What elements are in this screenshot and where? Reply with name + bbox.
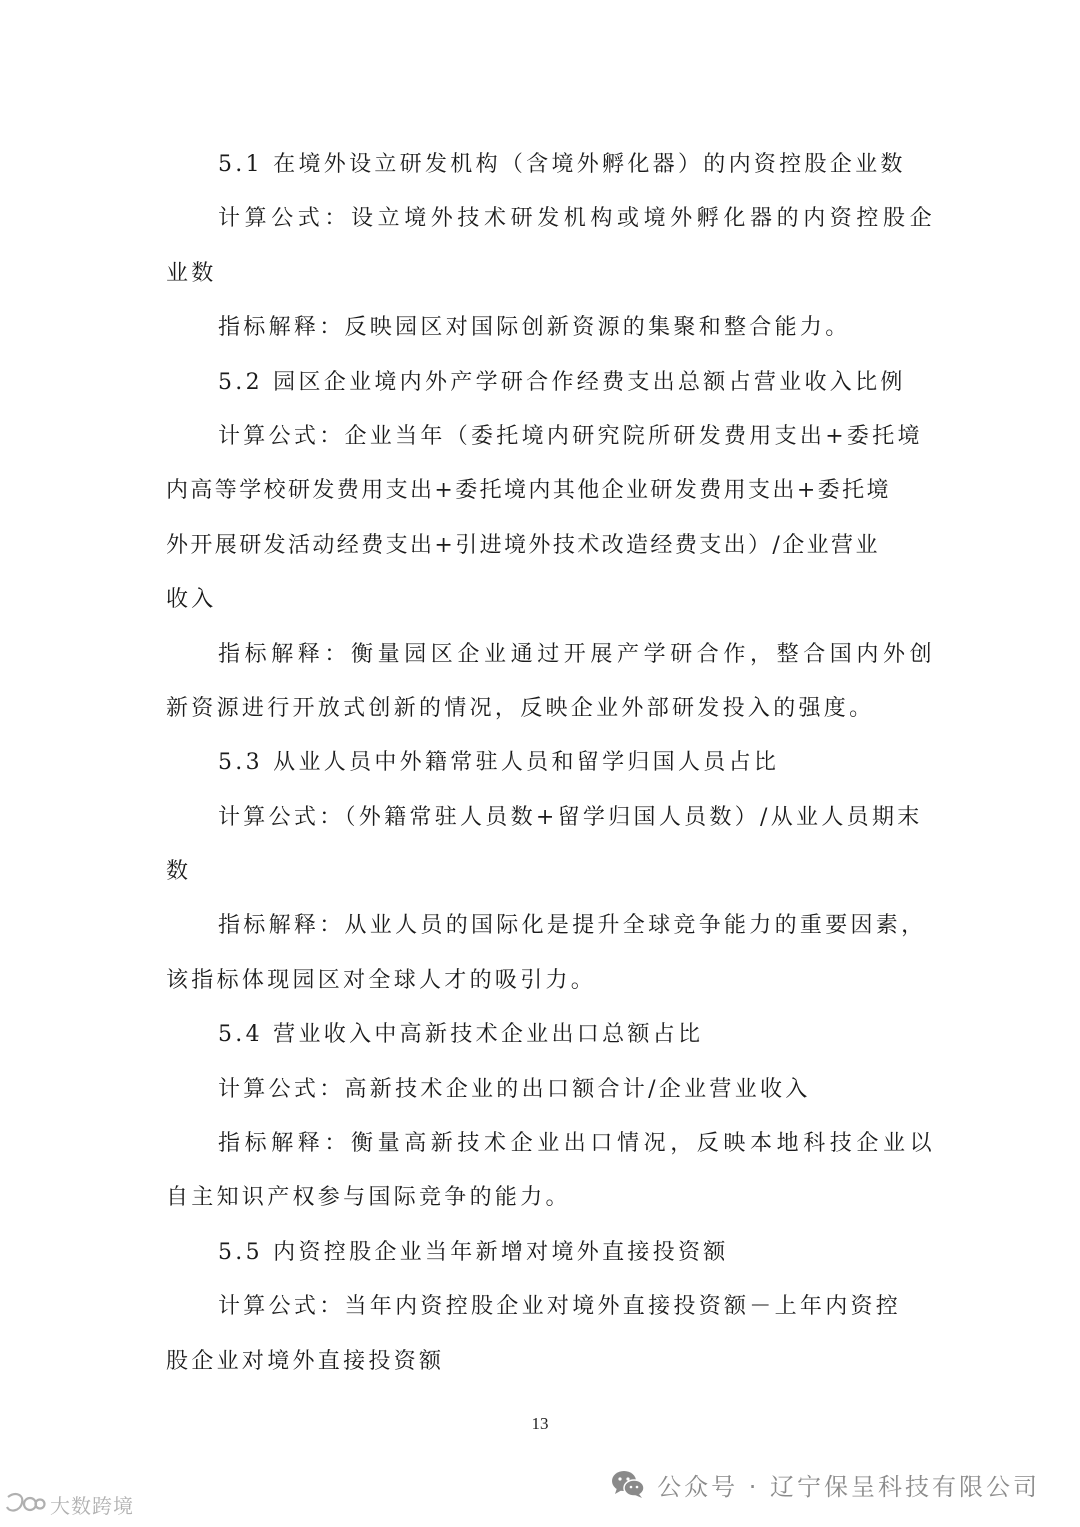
wechat-watermark [611, 1462, 1040, 1506]
watermark-text: 公众号 · 辽宁保呈科技有限公司 [657, 1472, 1040, 1501]
section-heading-5-1: 5.1 在境外设立研发机构（含境外孵化器）的内资控股企业数 [218, 152, 906, 177]
explanation-line-continued: 自主知识产权参与国际竞争的能力。 [166, 1185, 571, 1211]
explanation-line: 指标解释：衡量高新技术企业出口情况，反映本地科技企业以 [218, 1131, 937, 1157]
section-heading-5-3: 5.3 从业人员中外籍常驻人员和留学归国人员占比 [218, 750, 780, 776]
page-number: 13 [531, 1414, 549, 1433]
explanation-line: 指标解释：从业人员的国际化是提升全球竞争能力的重要因素， [218, 913, 927, 939]
section-heading-5-2: 5.2 园区企业境内外产学研合作经费支出总额占营业收入比例 [218, 369, 906, 395]
formula-line-continued: 收入 [166, 587, 217, 613]
document-body [166, 138, 937, 1389]
formula-line: 计算公式：（外籍常驻人员数+留学归国人员数）/从业人员期末 [218, 804, 923, 830]
formula-line-continued: 外开展研发活动经费支出+引进境外技术改造经费支出）/企业营业 [166, 532, 880, 558]
formula-line: 计算公式：当年内资控股企业对境外直接投资额－上年内资控 [218, 1294, 902, 1320]
explanation-line: 指标解释：反映园区对国际创新资源的集聚和整合能力。 [218, 315, 851, 341]
formula-line-continued: 数 [166, 859, 192, 885]
formula-line-continued: 业数 [166, 260, 217, 286]
formula-line: 计算公式：高新技术企业的出口额合计/企业营业收入 [218, 1076, 811, 1102]
explanation-line-continued: 新资源进行开放式创新的情况，反映企业外部研发投入的强度。 [166, 695, 875, 721]
section-heading-5-5: 5.5 内资控股企业当年新增对境外直接投资额 [218, 1239, 729, 1265]
explanation-line: 指标解释：衡量园区企业通过开展产学研合作，整合国内外创 [218, 641, 937, 667]
brand-watermark [4, 1488, 134, 1520]
formula-line: 计算公式：设立境外技术研发机构或境外孵化器的内资控股企 [218, 206, 937, 232]
watermark-text: 大数跨境 [50, 1493, 134, 1518]
explanation-line-continued: 该指标体现园区对全球人才的吸引力。 [166, 967, 597, 993]
section-heading-5-4: 5.4 营业收入中高新技术企业出口总额占比 [218, 1022, 704, 1048]
wechat-icon [611, 1469, 645, 1499]
formula-line-continued: 内高等学校研发费用支出+委托境内其他企业研发费用支出+委托境 [166, 478, 891, 504]
formula-line: 计算公式：企业当年（委托境内研究院所研发费用支出+委托境 [218, 423, 923, 449]
brand-logo-icon [4, 1491, 46, 1517]
formula-line-continued: 股企业对境外直接投资额 [166, 1348, 445, 1374]
